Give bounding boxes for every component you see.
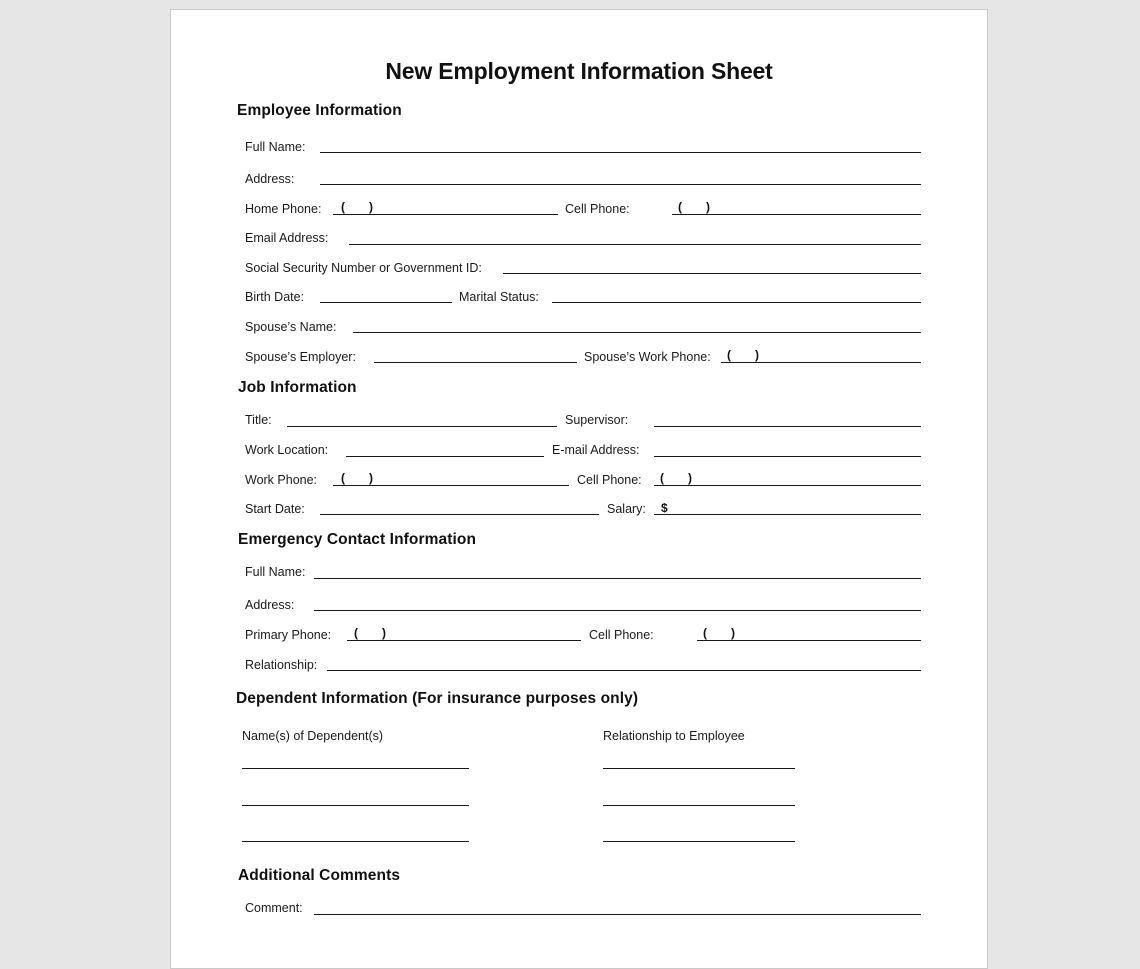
job-cell-phone-label: Cell Phone: — [577, 473, 642, 487]
full-name-label: Full Name: — [245, 140, 306, 154]
work-phone-label: Work Phone: — [245, 473, 318, 487]
job-email-field[interactable] — [654, 456, 921, 457]
primary-phone-field[interactable] — [347, 640, 581, 641]
cell-phone-field[interactable] — [672, 214, 921, 215]
primary-phone-label: Primary Phone: — [245, 628, 332, 642]
relationship-field[interactable] — [327, 670, 921, 671]
supervisor-field[interactable] — [654, 426, 921, 427]
work-location-field[interactable] — [346, 456, 544, 457]
address-label: Address: — [245, 172, 295, 186]
section-heading-comments: Additional Comments — [238, 867, 401, 884]
page-title: New Employment Information Sheet — [385, 58, 773, 84]
dependent-relationship-field-3[interactable] — [603, 841, 795, 842]
work-phone-field[interactable] — [333, 485, 569, 486]
start-date-field[interactable] — [320, 514, 599, 515]
ssn-field[interactable] — [503, 273, 921, 274]
spouse-name-field[interactable] — [353, 332, 921, 333]
work-phone-area-code: ( ) — [341, 471, 373, 485]
dependent-relationship-field-2[interactable] — [603, 805, 795, 806]
work-location-label: Work Location: — [245, 443, 329, 457]
home-phone-area-code: ( ) — [341, 200, 373, 214]
salary-label: Salary: — [607, 502, 646, 516]
comment-field[interactable] — [314, 914, 921, 915]
birth-date-label: Birth Date: — [245, 290, 305, 304]
ssn-label: Social Security Number or Government ID: — [245, 261, 482, 275]
full-name-field[interactable] — [320, 152, 921, 153]
dependent-name-field-1[interactable] — [242, 768, 469, 769]
dependent-names-header: Name(s) of Dependent(s) — [242, 729, 384, 743]
spouse-work-phone-area-code: ( ) — [727, 348, 759, 362]
salary-currency-symbol: $ — [661, 501, 668, 515]
email-label: Email Address: — [245, 231, 329, 245]
dependent-name-field-3[interactable] — [242, 841, 469, 842]
emergency-cell-phone-area-code: ( ) — [703, 626, 735, 640]
emergency-full-name-label: Full Name: — [245, 565, 306, 579]
spouse-employer-label: Spouse’s Employer: — [245, 350, 356, 364]
emergency-full-name-field[interactable] — [314, 578, 921, 579]
supervisor-label: Supervisor: — [565, 413, 629, 427]
cell-phone-label: Cell Phone: — [565, 202, 630, 216]
dependent-relationship-header: Relationship to Employee — [603, 729, 745, 743]
email-field[interactable] — [349, 244, 921, 245]
comment-label: Comment: — [245, 901, 303, 915]
marital-status-field[interactable] — [552, 302, 921, 303]
address-field[interactable] — [320, 184, 921, 185]
dependent-relationship-field-1[interactable] — [603, 768, 795, 769]
spouse-name-label: Spouse’s Name: — [245, 320, 337, 334]
marital-status-label: Marital Status: — [459, 290, 539, 304]
emergency-address-label: Address: — [245, 598, 295, 612]
spouse-employer-field[interactable] — [374, 362, 577, 363]
section-heading-emergency: Emergency Contact Information — [238, 531, 477, 548]
job-cell-phone-area-code: ( ) — [660, 471, 692, 485]
primary-phone-area-code: ( ) — [354, 626, 386, 640]
job-email-label: E-mail Address: — [552, 443, 640, 457]
emergency-address-field[interactable] — [314, 610, 921, 611]
section-heading-job: Job Information — [238, 379, 357, 396]
form-page — [170, 9, 988, 969]
spouse-work-phone-field[interactable] — [721, 362, 921, 363]
birth-date-field[interactable] — [320, 302, 452, 303]
emergency-cell-phone-label: Cell Phone: — [589, 628, 654, 642]
job-title-field[interactable] — [287, 426, 557, 427]
section-heading-dependent: Dependent Information (For insurance purposes only) — [236, 690, 639, 707]
spouse-work-phone-label: Spouse’s Work Phone: — [584, 350, 711, 364]
dependent-name-field-2[interactable] — [242, 805, 469, 806]
salary-field[interactable] — [654, 514, 921, 515]
job-cell-phone-field[interactable] — [654, 485, 921, 486]
start-date-label: Start Date: — [245, 502, 305, 516]
job-title-label: Title: — [245, 413, 272, 427]
emergency-cell-phone-field[interactable] — [697, 640, 921, 641]
cell-phone-area-code: ( ) — [678, 200, 710, 214]
relationship-label: Relationship: — [245, 658, 318, 672]
home-phone-field[interactable] — [333, 214, 558, 215]
home-phone-label: Home Phone: — [245, 202, 322, 216]
section-heading-employee: Employee Information — [237, 102, 402, 119]
